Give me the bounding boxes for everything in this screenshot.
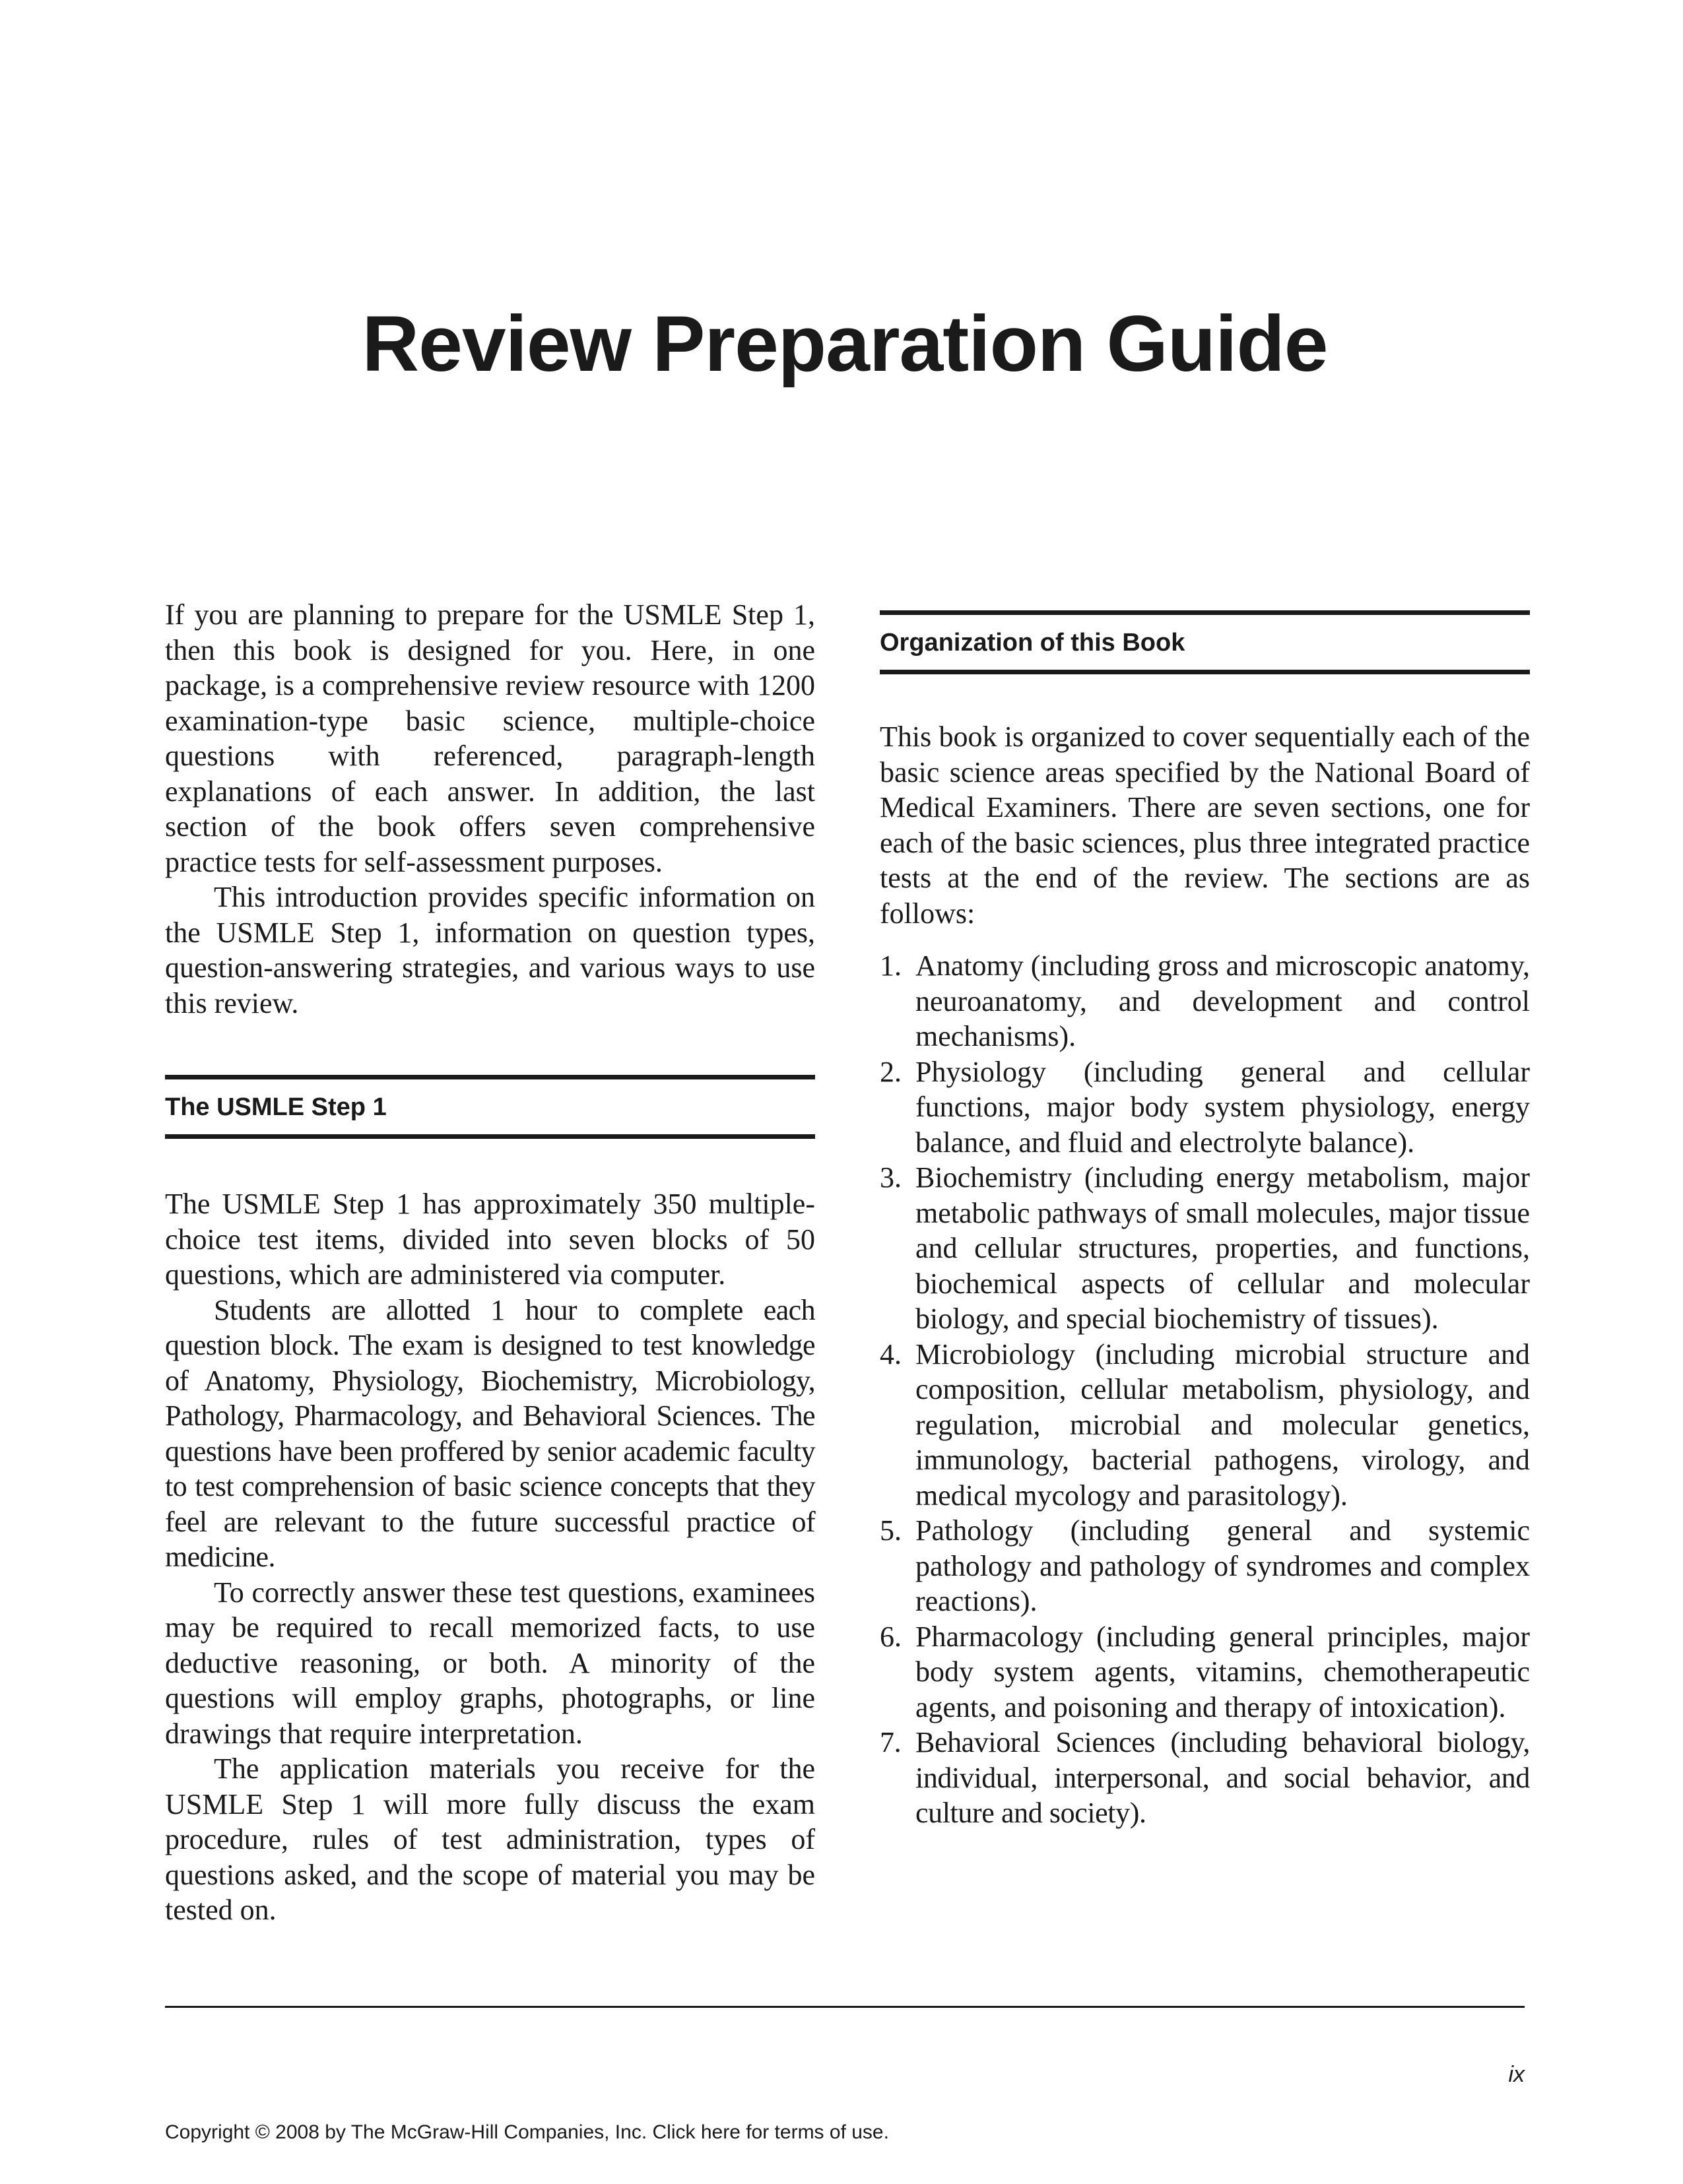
list-item: 6. Pharmacology (including general principles, major body system agents, vitamins, chemotherapeutic agents, and poisoning and therapy of intoxication). xyxy=(880,1620,1530,1723)
organization-section-header xyxy=(880,610,1530,674)
usmle-paragraph-2: Students are allotted 1 hour to complete each question block. The exam is designed to test knowledge of Anatomy, Physiology, Biochemistry, Microbiology, Pathology, Pharmacology, and Behavioral Sciences. The questions have been proffered by senior academic faculty to test comprehension of basic science concepts that they feel are relevant to the future successful practice of medicine. xyxy=(165,1293,815,1573)
right-column xyxy=(880,610,1530,1831)
intro-paragraph-1: If you are planning to prepare for the USMLE Step 1, then this book is designed for you. Here, in one package, is a comprehensive review resource with 1200 examination-type basic science, multiple-choice questions with referenced, paragraph-length explanations of each answer. In addition, the last section of the book offers seven comprehensive practice tests for self-assessment purposes. xyxy=(165,598,815,878)
list-item: 3. Biochemistry (including energy metabolism, major metabolic pathways of small molecules, major tissue and cellular structures, properties, and functions, biochemical aspects of cellular and molecular biology, and special biochemistry of tissues). xyxy=(880,1161,1530,1335)
page-title: Review Preparation Guide xyxy=(362,300,1328,388)
list-item: 1. Anatomy (including gross and microscopic anatomy, neuroanatomy, and development and control mechanisms). xyxy=(880,949,1530,1052)
intro-paragraph-2: This introduction provides specific information on the USMLE Step 1, information on question types, question-answering strategies, and various ways to use this review. xyxy=(165,881,815,1019)
usmle-paragraph-1: The USMLE Step 1 has approximately 350 multiple-choice test items, divided into seven blocks of 50 questions, which are administered via computer. xyxy=(165,1188,815,1291)
usmle-paragraph-3: To correctly answer these test questions, examinees may be required to recall memorized facts, to use deductive reasoning, or both. A minority of the questions will employ graphs, photographs, or line drawings that require interpretation. xyxy=(165,1576,815,1750)
organization-section-heading: Organization of this Book xyxy=(880,628,1185,657)
list-item: 5. Pathology (including general and systemic pathology and pathology of syndromes and complex reactions). xyxy=(880,1514,1530,1617)
list-item: 2. Physiology (including general and cellular functions, major body system physiology, energy balance, and fluid and electrolyte balance). xyxy=(880,1055,1530,1159)
usmle-section-header xyxy=(165,1075,815,1139)
list-item: 7. Behavioral Sciences (including behavioral biology, individual, interpersonal, and social behavior, and culture and society). xyxy=(880,1726,1530,1829)
organization-paragraph: This book is organized to cover sequentially each of the basic science areas specified by the National Board of Medical Examiners. There are seven sections, one for each of the basic sciences, plus three integrated practice tests at the end of the review. The sections are as follows: xyxy=(880,721,1530,930)
left-column xyxy=(165,597,815,1928)
sections-list xyxy=(880,948,1530,1831)
usmle-paragraph-4: The application materials you receive for the USMLE Step 1 will more fully discuss the exam procedure, rules of test administration, types of questions asked, and the scope of material you may be tested on. xyxy=(165,1752,815,1926)
footer-divider xyxy=(165,2006,1525,2008)
list-item: 4. Microbiology (including microbial structure and composition, cellular metabolism, physiology, and regulation, microbial and molecular genetics, immunology, bacterial pathogens, virology, and medical mycology and parasitology). xyxy=(880,1337,1530,1512)
page-number: ix xyxy=(1508,2062,1525,2087)
usmle-section-heading: The USMLE Step 1 xyxy=(165,1093,387,1121)
copyright-link[interactable]: Copyright © 2008 by The McGraw-Hill Companies, Inc. Click here for terms of use. xyxy=(165,2121,889,2143)
